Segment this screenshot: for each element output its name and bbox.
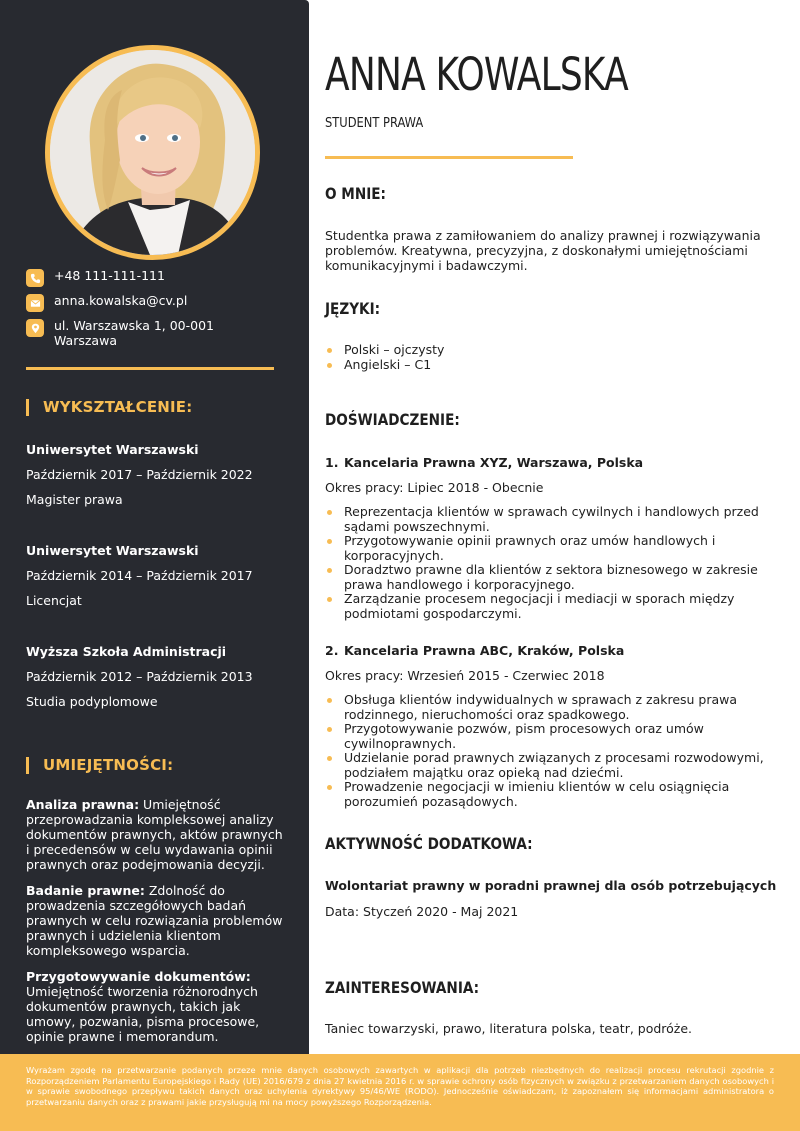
- about-heading: O MNIE:: [325, 184, 387, 203]
- education-school: Uniwersytet Warszawski: [26, 543, 199, 558]
- education-degree: Licencjat: [26, 593, 82, 608]
- job-duties: [325, 505, 775, 621]
- languages-list: [325, 343, 775, 372]
- education-heading-text: WYKSZTAŁCENIE:: [43, 398, 193, 416]
- education-school: Uniwersytet Warszawski: [26, 442, 199, 457]
- duty-item: Przygotowywanie pozwów, pism procesowych oraz umów cywilnoprawnych.: [325, 722, 775, 751]
- skill-title: Przygotowywanie dokumentów:: [26, 969, 251, 984]
- education-period: Październik 2014 – Październik 2017: [26, 568, 253, 583]
- skill-text: Zdolność do prowadzenia szczegółowych badań prawnych w celu rozwiązania problemów prawnych i udzielenia klientom kompleksowego wsparcia.: [26, 883, 283, 958]
- duty-item: Zarządzanie procesem negocjacji i mediacji w sporach między podmiotami gospodarczymi.: [325, 592, 775, 621]
- skill-item: [26, 969, 288, 1044]
- education-period: Październik 2017 – Październik 2022: [26, 467, 253, 482]
- candidate-subtitle: STUDENT PRAWA: [325, 115, 424, 131]
- education-item: [26, 442, 296, 517]
- interests-heading: ZAINTERESOWANIA:: [325, 978, 480, 997]
- portrait-image: [50, 50, 255, 255]
- duty-item: Przygotowywanie opinii prawnych oraz umów handlowych i korporacyjnych.: [325, 534, 775, 563]
- profile-photo: [45, 45, 260, 260]
- contact-list: [26, 268, 286, 358]
- duty-item: Udzielanie porad prawnych związanych z procesami rozwodowymi, podziałem majątku oraz opieką nad dziećmi.: [325, 751, 775, 780]
- education-item: [26, 644, 296, 719]
- skill-item: [26, 797, 288, 872]
- skills-heading-text: UMIEJĘTNOŚCI:: [43, 756, 174, 774]
- job-number: 1.: [325, 455, 339, 470]
- heading-accent-bar: [26, 757, 29, 774]
- email-icon: [26, 294, 44, 312]
- candidate-name: ANNA KOWALSKA: [325, 48, 628, 101]
- sidebar-divider: [26, 367, 274, 370]
- job-period: Okres pracy: Lipiec 2018 - Obecnie: [325, 480, 544, 495]
- contact-phone[interactable]: [26, 268, 286, 283]
- duty-item: Prowadzenie negocjacji w imieniu klientów w celu osiągnięcia porozumień pozasądowych.: [325, 780, 775, 809]
- language-item: Angielski – C1: [325, 358, 775, 373]
- job-number: 2.: [325, 643, 339, 658]
- skill-title: Badanie prawne:: [26, 883, 145, 898]
- duty-item: Reprezentacja klientów w sprawach cywilnych i handlowych przed sądami powszechnymi.: [325, 505, 775, 534]
- skill-text: Umiejętność przeprowadzania kompleksowej analizy dokumentów prawnych, aktów prawnych i precedensów w celu wydawania opinii prawnych oraz podejmowania decyzji.: [26, 797, 283, 872]
- email-text: anna.kowalska@cv.pl: [54, 293, 188, 308]
- education-period: Październik 2012 – Październik 2013: [26, 669, 253, 684]
- phone-text: +48 111-111-111: [54, 268, 165, 283]
- job-title: [325, 455, 643, 470]
- skills-list: [26, 797, 288, 1055]
- skill-text: Umiejętność tworzenia różnorodnych dokumentów prawnych, takich jak umowy, pozwania, pisma procesowe, opinie prawne i memorandum.: [26, 984, 260, 1044]
- activity-title: Wolontariat prawny w poradni prawnej dla osób potrzebujących: [325, 878, 777, 893]
- experience-heading: DOŚWIADCZENIE:: [325, 410, 460, 429]
- job-period: Okres pracy: Wrzesień 2015 - Czerwiec 2018: [325, 668, 605, 683]
- skill-item: [26, 883, 288, 958]
- contact-email[interactable]: [26, 293, 286, 308]
- phone-icon: [26, 269, 44, 287]
- location-pin-icon: [26, 319, 44, 337]
- interests-text: Taniec towarzyski, prawo, literatura polska, teatr, podróże.: [325, 1021, 693, 1036]
- languages-heading: JĘZYKI:: [325, 299, 381, 318]
- job-title-text: Kancelaria Prawna ABC, Kraków, Polska: [344, 643, 625, 658]
- duty-item: Obsługa klientów indywidualnych w sprawach z zakresu prawa rodzinnego, nieruchomości oraz spadkowego.: [325, 693, 775, 722]
- heading-accent-bar: [26, 399, 29, 416]
- activity-date: Data: Styczeń 2020 - Maj 2021: [325, 904, 519, 919]
- about-text: Studentka prawa z zamiłowaniem do analizy prawnej i rozwiązywania problemów. Kreatywna, precyzyjna, z doskonałymi umiejętnościami komunikacyjnymi i badawczymi.: [325, 228, 761, 273]
- job-title-text: Kancelaria Prawna XYZ, Warszawa, Polska: [344, 455, 644, 470]
- language-item: Polski – ojczysty: [325, 343, 775, 358]
- skill-title: Analiza prawna:: [26, 797, 140, 812]
- duty-item: Doradztwo prawne dla klientów z sektora biznesowego w zakresie prawa handlowego i korporacyjnego.: [325, 563, 775, 592]
- education-school: Wyższa Szkoła Administracji: [26, 644, 227, 659]
- address-line-1: ul. Warszawska 1, 00-001: [54, 318, 214, 333]
- education-degree: Magister prawa: [26, 492, 123, 507]
- skills-heading: [26, 756, 173, 774]
- education-heading: [26, 398, 192, 416]
- job-duties: [325, 693, 775, 809]
- gdpr-consent-footer: Wyrażam zgodę na przetwarzanie podanych przeze mnie danych osobowych zawartych w aplikacji dla potrzeb niezbędnych do realizacji procesu rekrutacji zgodnie z Rozporządzeniem Parlamentu Europejskiego i Rady (UE) 2016/679 z dnia 27 kwietnia 2016 r. w sprawie ochrony osób fizycznych w związku z przetwarzaniem danych osobowych i w sprawie swobodnego przepływu takich danych oraz uchylenia dyrektywy 95/46/WE (RODO). Jednocześnie oświadczam, iż zapoznałem się informacjami administratora o przetwarzaniu danych oraz z prawami jakie przysługują mi na mocy powyższego Rozporządzenia.: [0, 1054, 800, 1131]
- header-divider: [325, 156, 573, 159]
- activity-heading: AKTYWNOŚĆ DODATKOWA:: [325, 834, 533, 853]
- address-line-2: Warszawa: [54, 333, 117, 348]
- sidebar: [0, 0, 309, 1054]
- education-item: [26, 543, 296, 618]
- job-title: [325, 643, 624, 658]
- education-degree: Studia podyplomowe: [26, 694, 158, 709]
- contact-address: [26, 318, 286, 348]
